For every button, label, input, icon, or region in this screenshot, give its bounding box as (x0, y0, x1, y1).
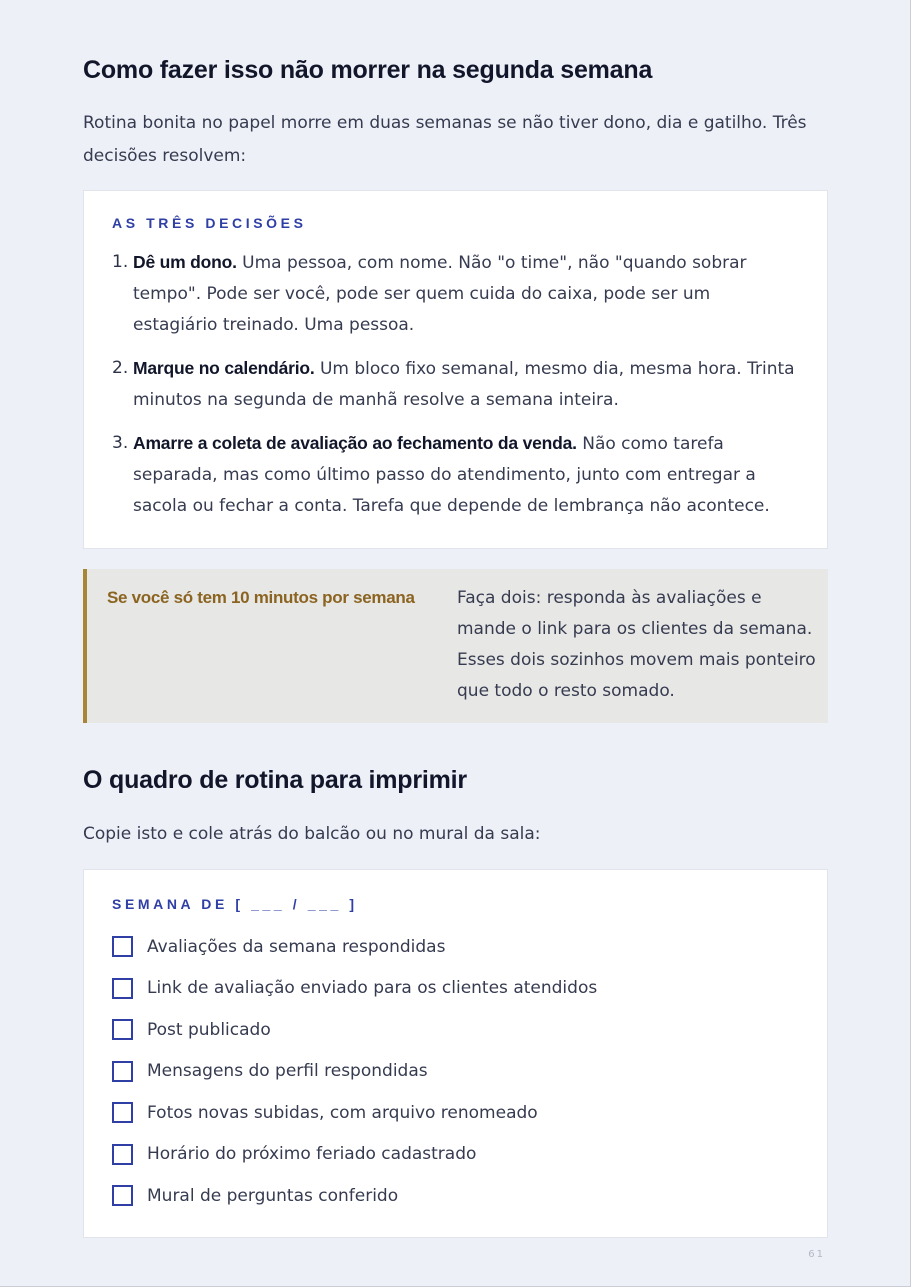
checkbox[interactable] (112, 936, 133, 957)
checkbox[interactable] (112, 1185, 133, 1206)
decision-item (112, 247, 799, 341)
checkbox[interactable] (112, 1144, 133, 1165)
decisions-list (112, 247, 799, 522)
section-intro: Rotina bonita no papel morre em duas semanas se não tiver dono, dia e gatilho. Três decisões resolvem: (83, 113, 807, 166)
checklist-label: Horário do próximo feriado cadastrado (147, 1144, 477, 1165)
decisions-eyebrow: AS TRÊS DECISÕES (112, 215, 307, 231)
decision-text: Um bloco fixo semanal, mesmo dia, mesma hora. Trinta minutos na segunda de manhã resolve a semana inteira. (133, 359, 795, 410)
checklist-label: Link de avaliação enviado para os clientes atendidos (147, 978, 598, 999)
checklist-label: Mural de perguntas conferido (147, 1185, 399, 1206)
section-title-printable: O quadro de rotina para imprimir (83, 766, 467, 794)
week-eyebrow: SEMANA DE [ ___ / ___ ] (112, 896, 358, 912)
routine-checklist (112, 926, 799, 1217)
checklist-item[interactable] (112, 926, 799, 968)
tip-callout (83, 569, 828, 723)
checklist-item[interactable] (112, 1092, 799, 1134)
decision-title: Marque no calendário. (133, 358, 315, 378)
checklist-item[interactable] (112, 1051, 799, 1093)
checkbox[interactable] (112, 978, 133, 999)
page-number: 61 (808, 1249, 825, 1260)
decisions-card (83, 190, 828, 549)
checklist-item[interactable] (112, 1134, 799, 1176)
checklist-item[interactable] (112, 968, 799, 1010)
section-title: Como fazer isso não morrer na segunda semana (83, 56, 653, 84)
checklist-label: Fotos novas subidas, com arquivo renomeado (147, 1102, 538, 1123)
callout-title: Se você só tem 10 minutos por semana (107, 588, 415, 607)
checklist-item[interactable] (112, 1175, 799, 1217)
decision-text: Uma pessoa, com nome. Não "o time", não "quando sobrar tempo". Pode ser você, pode ser quem cuida do caixa, pode ser um estagiário treinado. Uma pessoa. (133, 253, 747, 335)
decision-title: Amarre a coleta de avaliação ao fechamento da venda. (133, 433, 577, 453)
section-intro-printable: Copie isto e cole atrás do balcão ou no mural da sala: (83, 824, 541, 844)
callout-body: Faça dois: responda às avaliações e mande o link para os clientes da semana. Esses dois sozinhos movem mais ponteiro que todo o resto somado. (457, 588, 816, 701)
decision-text: Não como tarefa separada, mas como último passo do atendimento, junto com entregar a sacola ou fechar a conta. Tarefa que depende de lembrança não acontece. (133, 434, 770, 516)
checklist-item[interactable] (112, 1009, 799, 1051)
decision-number: 3. (112, 433, 129, 453)
checkbox[interactable] (112, 1061, 133, 1082)
checkbox[interactable] (112, 1019, 133, 1040)
checklist-label: Mensagens do perfil respondidas (147, 1061, 428, 1082)
routine-board-card (83, 869, 828, 1238)
decision-item (112, 428, 799, 522)
checklist-label: Avaliações da semana respondidas (147, 936, 446, 957)
decision-title: Dê um dono. (133, 252, 237, 272)
checkbox[interactable] (112, 1102, 133, 1123)
decision-number: 2. (112, 358, 129, 378)
decision-number: 1. (112, 252, 129, 272)
decision-item (112, 353, 799, 416)
checklist-label: Post publicado (147, 1019, 271, 1040)
